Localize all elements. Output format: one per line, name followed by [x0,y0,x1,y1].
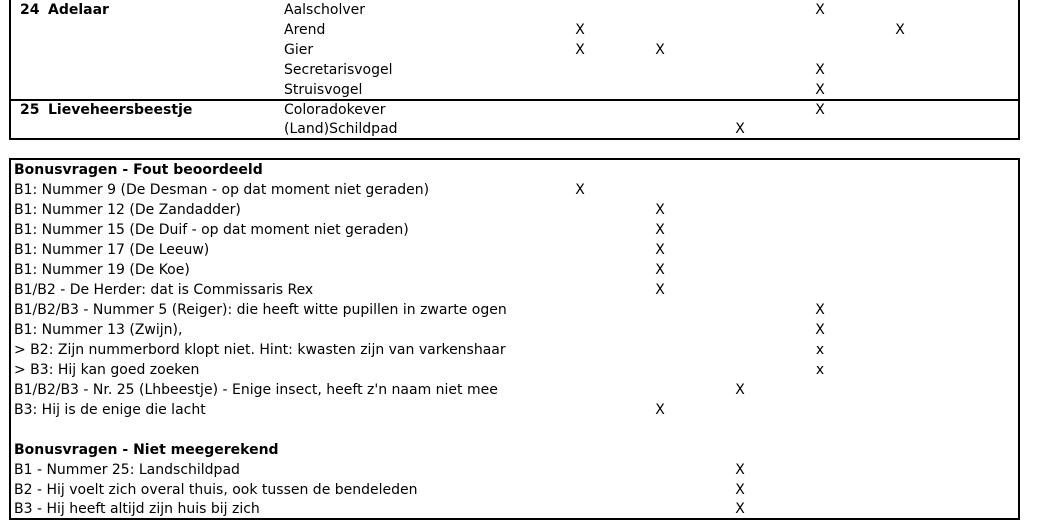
bonus-text: B1/B2/B3 - Nr. 25 (Lhbeestje) - Enige insect, heeft z'n naam niet mee [14,382,498,398]
mark-col-4: x [815,362,825,378]
answer-row [11,20,1018,40]
bonus-row [11,320,1018,340]
answer-row [11,60,1018,80]
bonus-row [11,360,1018,380]
bonus-row [11,400,1018,420]
answer-label: Arend [284,22,326,38]
answer-label: (Land)Schildpad [284,121,398,137]
answer-label: Struisvogel [284,82,363,98]
group-number: 24 [20,2,40,18]
bonus-text: B1 - Nummer 25: Landschildpad [14,462,240,478]
bonus-row [11,499,1018,519]
bonus-row [11,200,1018,220]
bonus-row [11,260,1018,280]
bonus-row [11,460,1018,480]
answer-label: Gier [284,42,314,58]
mark-col-2: X [655,222,665,238]
mark-col-4: X [815,82,825,98]
bonus-text: B2 - Hij voelt zich overal thuis, ook tussen de bendeleden [14,482,418,498]
answer-label: Secretarisvogel [284,62,393,78]
mark-col-3: X [735,382,745,398]
bonus-text: B1: Nummer 12 (De Zandadder) [14,202,241,218]
mark-col-2: X [655,202,665,218]
bonus-table [9,158,1020,520]
section-title: Bonusvragen - Niet meegerekend [14,442,279,458]
mark-col-5: X [895,22,905,38]
group-header-row [11,0,1018,20]
bonus-text: B1: Nummer 13 (Zwijn), [14,322,183,338]
mark-col-1: X [575,22,585,38]
mark-col-1: X [575,42,585,58]
bonus-text: B3: Hij is de enige die lacht [14,402,206,418]
mark-col-2: X [655,402,665,418]
section-title-row [11,160,1018,180]
mark-col-4: X [815,302,825,318]
bonus-text: > B2: Zijn nummerbord klopt niet. Hint: kwasten zijn van varkenshaar [14,342,506,358]
bonus-row [11,180,1018,200]
mark-col-3: X [735,121,745,137]
bonus-row [11,380,1018,400]
section-title-row [11,440,1018,460]
mark-col-3: X [735,462,745,478]
bonus-text: B1: Nummer 9 (De Desman - op dat moment niet geraden) [14,182,430,198]
section-title: Bonusvragen - Fout beoordeeld [14,162,263,178]
bonus-text: B1/B2 - De Herder: dat is Commissaris Rex [14,282,314,298]
mark-col-2: X [655,42,665,58]
bonus-row [11,240,1018,260]
mark-col-4: X [815,322,825,338]
answer-table [9,0,1020,140]
mark-col-2: X [655,242,665,258]
mark-col-1: X [575,182,585,198]
bonus-row [11,480,1018,500]
bonus-row [11,340,1018,360]
mark-col-2: X [655,282,665,298]
answer-label: Coloradokever [284,102,386,118]
group-number: 25 [20,102,40,118]
answer-row [11,119,1018,139]
bonus-row [11,280,1018,300]
bonus-text: B1: Nummer 15 (De Duif - op dat moment niet geraden) [14,222,409,238]
group-header-row [11,100,1018,120]
bonus-row [11,300,1018,320]
bonus-text: > B3: Hij kan goed zoeken [14,362,200,378]
group-name: Lieveheersbeestje [48,102,193,118]
bonus-text: B3 - Hij heeft altijd zijn huis bij zich [14,501,260,517]
bonus-text: B1: Nummer 17 (De Leeuw) [14,242,210,258]
mark-col-4: X [815,2,825,18]
mark-col-3: X [735,501,745,517]
bonus-text: B1/B2/B3 - Nummer 5 (Reiger): die heeft witte pupillen in zwarte ogen [14,302,507,318]
bonus-row [11,220,1018,240]
mark-col-4: X [815,62,825,78]
answer-row [11,40,1018,60]
answer-label: Aalscholver [284,2,366,18]
mark-col-3: X [735,482,745,498]
mark-col-4: X [815,102,825,118]
group-name: Adelaar [48,2,109,18]
mark-col-4: x [815,342,825,358]
bonus-text: B1: Nummer 19 (De Koe) [14,262,190,278]
mark-col-2: X [655,262,665,278]
answer-row [11,80,1018,100]
